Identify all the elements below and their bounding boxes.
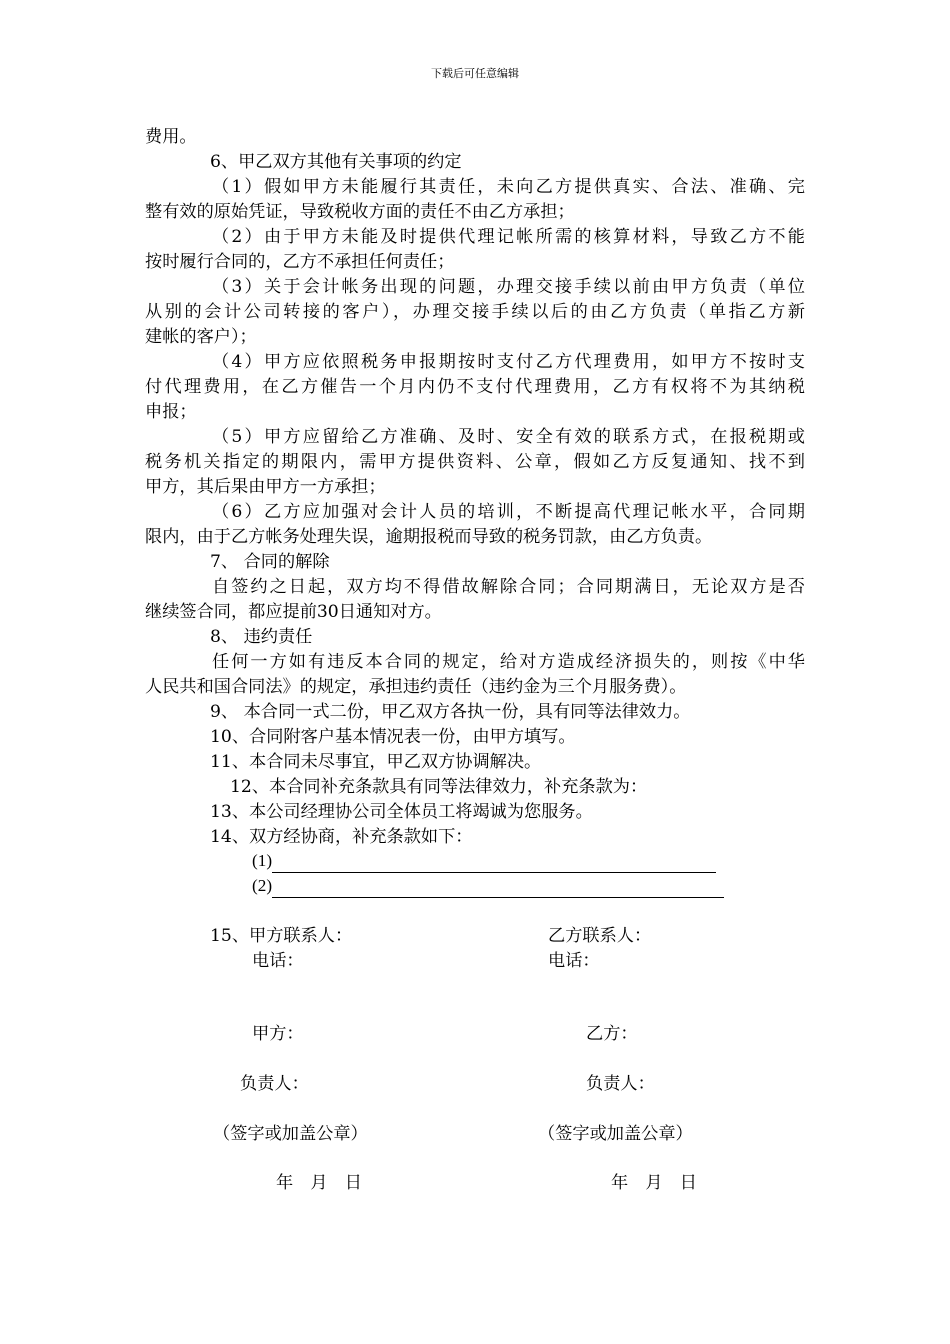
party-b-contact-label: 乙方联系人： <box>548 926 652 946</box>
party-a-contact-label: 15、甲方联系人： <box>210 926 353 946</box>
body-line: （4）甲方应依照税务申报期按时支付乙方代理费用，如甲方不按时支 <box>212 352 805 372</box>
supplementary-blank-line[interactable] <box>272 854 716 873</box>
body-line: 建帐的客户）； <box>145 327 257 347</box>
body-line: （2）由于甲方未能及时提供代理记帐所需的核算材料，导致乙方不能 <box>212 227 805 247</box>
supplementary-blank-line[interactable] <box>272 879 724 898</box>
body-line: 自签约之日起，双方均不得借故解除合同；合同期满日，无论双方是否 <box>212 577 805 597</box>
supplementary-item-label: (1) <box>252 851 273 870</box>
body-line: 10、合同附客户基本情况表一份，由甲方填写。 <box>210 727 576 747</box>
body-line: 限内，由于乙方帐务处理失误，逾期报税而导致的税务罚款，由乙方负责。 <box>145 527 713 547</box>
party-a-label: 甲方： <box>252 1024 304 1044</box>
body-line: 任何一方如有违反本合同的规定，给对方造成经济损失的，则按《中华 <box>212 652 805 672</box>
body-line: 费用。 <box>145 127 197 147</box>
party-a-phone-label: 电话： <box>252 951 304 971</box>
supplementary-item <box>252 848 716 873</box>
party-b-label: 乙方： <box>586 1024 638 1044</box>
body-line: 按时履行合同的，乙方不承担任何责任； <box>145 252 455 272</box>
body-line: 9、 本合同一式二份，甲乙双方各执一份，具有同等法律效力。 <box>210 702 691 722</box>
section-heading: 8、 违约责任 <box>210 627 313 647</box>
body-line: 从别的会计公司转接的客户），办理交接手续以后的由乙方负责（单指乙方新 <box>145 302 805 322</box>
party-b-responsible-label: 负责人： <box>586 1074 655 1094</box>
body-line: 11、本合同未尽事宜，甲乙双方协调解决。 <box>210 752 542 772</box>
body-line: 人民共和国合同法》的规定，承担违约责任（违约金为三个月服务费）。 <box>145 677 687 697</box>
body-line: （3）关于会计帐务出现的问题，办理交接手续以前由甲方负责（单位 <box>212 277 805 297</box>
section-heading: 7、 合同的解除 <box>210 552 330 572</box>
party-a-date: 年 月 日 <box>276 1173 362 1193</box>
party-b-date: 年 月 日 <box>611 1173 697 1193</box>
supplementary-item-label: (2) <box>252 876 273 895</box>
body-line: 13、本公司经理协公司全体员工将竭诚为您服务。 <box>210 802 593 822</box>
body-line: 税务机关指定的期限内，需甲方提供资料、公章，假如乙方反复通知、找不到 <box>145 452 805 472</box>
party-b-seal-note: （签字或加盖公章） <box>538 1124 693 1144</box>
body-line: 申报； <box>145 402 197 422</box>
body-line: （1）假如甲方未能履行其责任，未向乙方提供真实、合法、准确、完 <box>212 177 805 197</box>
body-line: （6）乙方应加强对会计人员的培训，不断提高代理记帐水平，合同期 <box>212 502 805 522</box>
body-line: 整有效的原始凭证，导致税收方面的责任不由乙方承担； <box>145 202 575 222</box>
body-line: （5）甲方应留给乙方准确、及时、安全有效的联系方式，在报税期或 <box>212 427 805 447</box>
party-a-seal-note: （签字或加盖公章） <box>213 1124 368 1144</box>
supplementary-item <box>252 873 724 898</box>
body-line: 继续签合同，都应提前30日通知对方。 <box>145 602 442 622</box>
body-line: 14、双方经协商，补充条款如下： <box>210 827 473 847</box>
body-line: 付代理费用，在乙方催告一个月内仍不支付代理费用，乙方有权将不为其纳税 <box>145 377 805 397</box>
page-header-watermark: 下载后可任意编辑 <box>431 67 519 80</box>
body-line: 甲方，其后果由甲方一方承担； <box>145 477 386 497</box>
party-b-phone-label: 电话： <box>548 951 600 971</box>
body-line: 12、本合同补充条款具有同等法律效力，补充条款为： <box>230 777 648 797</box>
section-heading: 6、甲乙双方其他有关事项的约定 <box>210 152 462 172</box>
party-a-responsible-label: 负责人： <box>240 1074 309 1094</box>
